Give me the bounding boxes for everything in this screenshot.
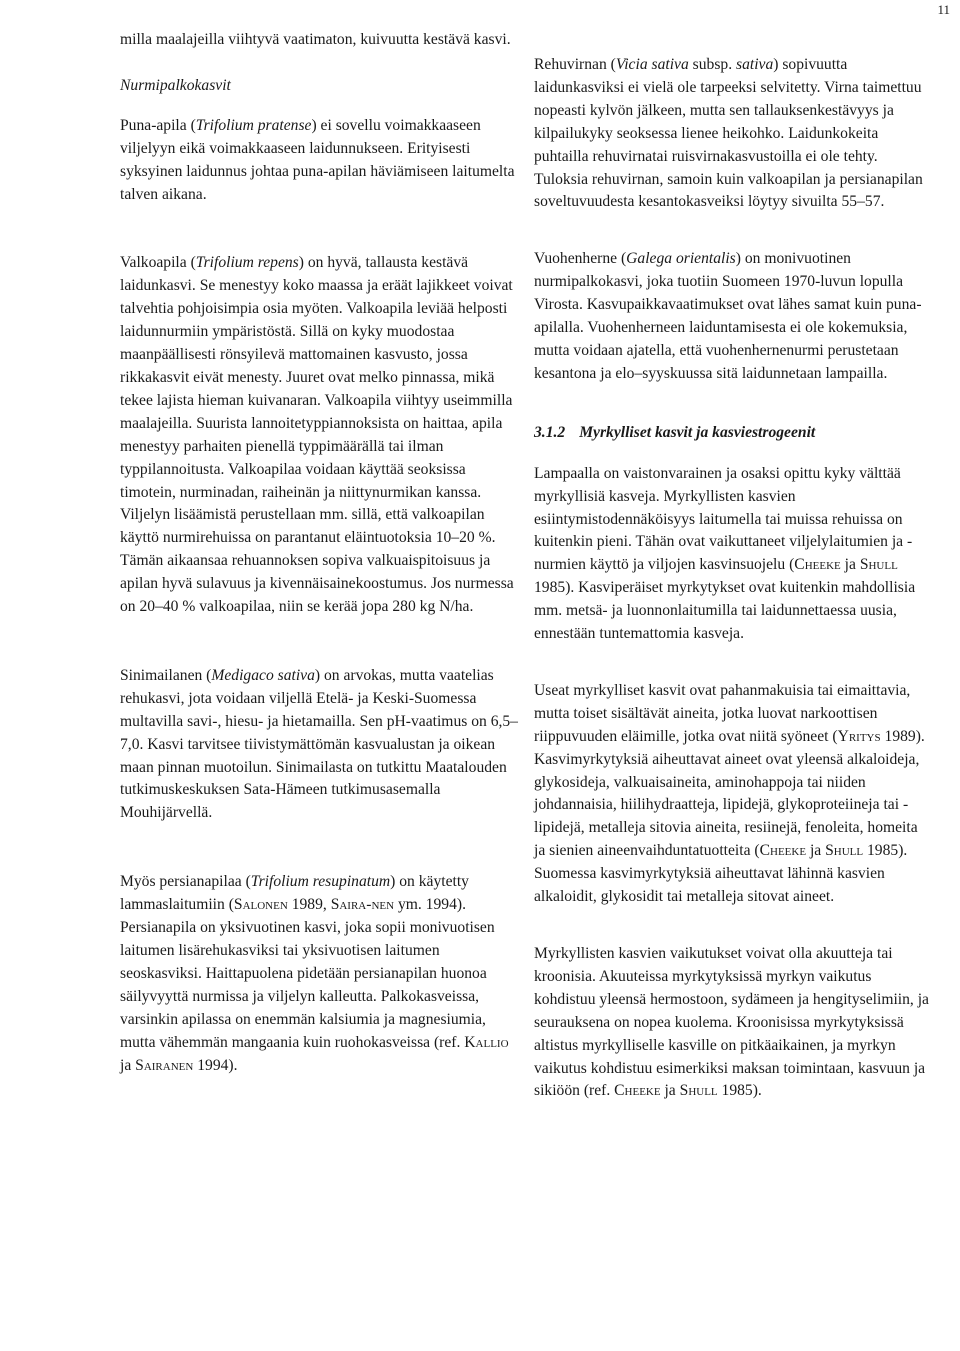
citation-author: Shull [825,842,864,860]
paragraph-kuivuutta: milla maalajeilla viihtyvä vaatimaton, kuivuutta kestävä kasvi. [120,31,511,48]
paragraph-vaikutukset: Myrkyllisten kasvien vaikutukset voivat olla akuutteja tai kroonisia. Akuuteissa myrkytyksissä myrkyn vaikutus kohdistuu yleensä hermostoon, sydämeen ja hengityselimiin, ja seurauksena on nopea kuolema. Kroonisissa myrkytyksissä altistus myrkylliselle kasville on pitkäaikainen, ja myrkyn vaikutus kohdistuu esimerkiksi maksan toimintaan, kasvuun ja sikiöön (ref. Cheeke ja Shull 1985). [534,945,929,1100]
citation-author: Cheeke [614,1082,661,1100]
paragraph-persianapila: Myös persianapilaa (Trifolium resupinatum) on käytetty lammaslaitumiin (Salonen 1989, Saira-nen ym. 1994). Persianapila on yksivuotinen kasvi, joka sopii monivuotisen laitumen lisärehukasviksi tai yksivuotisen laitumen seoskasviksi. Haittapuolena pidetään persianapilan huonoa säilyvyyttä nurmissa ja viljelyn kalleutta. Palkokasveissa, varsinkin apilassa on enemmän kalsiumia ja magnesiumia, mutta vähemmän mangaania kuin ruohokasveissa (ref. Kallio ja Sairanen 1994). [120,873,509,1074]
right-column [534,0,930,1103]
paragraph-sinimailanen: Sinimailanen (Medigaco sativa) on arvokas, mutta vaatelias rehukasvi, jota voidaan viljellä Etelä- ja Keski-Suomessa multavilla savi-, hiesu- ja hietamailla. Sen pH-vaatimus on 6,5–7,0. Kasvi tarvitsee tiivistymättömän kasvualustan ja oikean maan pinnan muotoilun. Sinimailasta on tutkittu Maatalouden tutkimuskeskuksen Sata-Hämeen tutkimusasemalla Mouhijärvellä. [120,666,518,822]
section-heading-myrkylliset [534,422,930,445]
latin-name: Galega orientalis [626,250,736,268]
citation-author: Salonen [233,896,288,914]
citation-author: Yritys [837,727,881,745]
paragraph-valkoapila: Valkoapila (Trifolium repens) on hyvä, tallausta kestävä laidunkasvi. Se menestyy koko maassa ja eräät lajikkeet voivat talvehtia pohjoisimpia osia myöten. Valkoapila leviää helposti laidunnurmiin ympäristöstä. Sillä on kyky muodostaa maanpäällisesti rönsyilevä mattomainen kasvusto, jossa rikkakasvit eivät menesty. Juuret ovat melko pinnassa, mikä tekee lajista hieman kuivanaran. Valkoapila viihtyy useimmilla maalajeilla. Suurista lannoitetyppiannoksista on haittaa, apila menestyy parhaiten pienellä typpimäärällä tai ilman typpilannoitusta. Valkoapilaa voidaan käyttää seoksissa timotein, nurminadan, raiheinän ja niittynurmikan kanssa. Viljelyn lisäämistä perustellaan mm. sillä, että valkoapilan käyttö nurmirehuissa on parantanut eläintuotoksia 10–20 %. Tämän aikaansaa rehuannoksen sopiva valkuaispitoisuus ja apilan hyvä sulavuus ja kivennäisainekoostumus. Jos nurmessa on 20–40 % valkoapilaa, niin se kerää jopa 280 kg N/ha. [120,254,514,616]
paragraph-rehuvirna: Rehuvirnan (Vicia sativa subsp. sativa) sopivuutta laidunkasviksi ei vielä ole tarpeeksi selvitetty. Virna taimettuu nopeasti kylvön jälkeen, mutta sen tallauksenkestävyys ja kilpailukyky seoksessa lienee heikohko. Laidunkokeita puhtailla rehuvirnatai ruisvirnakasvustoilla ei ole tehty. Tuloksia rehuvirnan, samoin kuin valkoapilan ja persianapilan soveltuvuudesta kesantokasveiksi löytyy sivuilta 55–57. [534,56,923,211]
latin-name: Vicia sativa [615,56,689,73]
citation-author: Kallio [464,1033,509,1051]
latin-name: Trifolium resupinatum [250,873,391,891]
paragraph-puna-apila: Puna-apila (Trifolium pratense) ei sovellu voimakkaaseen viljelyyn eikä voimakkaaseen laidunnukseen. Erityisesti syksyinen laidunnus johtaa puna-apilan häviämiseen laitumelta talven aikana. [120,116,515,203]
latin-name: sativa [736,56,774,73]
citation-author: Saira-nen [330,896,395,914]
citation-author: Cheeke [794,556,841,574]
latin-name: Medigaco sativa [211,666,315,684]
latin-name: Trifolium repens [195,254,299,272]
left-column [120,0,520,1077]
paragraph-lampaalla: Lampaalla on vaistonvarainen ja osaksi opittu kyky välttää myrkyllisiä kasveja. Myrkyllisten kasvien esiintymistodennäköisyys laitumella tai muissa rehuissa on kuitenkin pieni. Tähän ovat vaikuttaneet viljelylaitumien ja -nurmien käyttö ja viljojen kasvinsuojelu (Cheeke ja Shull 1985). Kasviperäiset myrkytykset ovat kuitenkin mahdollisia mm. metsä- ja luonnonlaitumilla tai laidunnettaessa uusia, ennestään tuntemattomia kasveja. [534,464,916,643]
section-heading-nurmipalkokasvit: Nurmipalkokasvit [120,76,231,94]
citation-author: Cheeke [759,842,807,860]
paragraph-vuohenherne: Vuohenherne (Galega orientalis) on monivuotinen nurmipalkokasvi, joka tuotiin Suomeen 1970-luvun lopulla Virosta. Kasvupaikkavaatimukset ovat lähes samat kuin puna-apilalla. Vuohenherneen laiduntamisesta ei ole kokemuksia, mutta voidaan ajatella, että vuohenhernenurmi perustetaan kesantona ja elo–syyskuussa sitä laidunnetaan lampailla. [534,250,922,382]
page-number: 11 [937,2,950,17]
citation-author: Shull [679,1082,718,1100]
section-title: Myrkylliset kasvit ja kasviestrogeenit [579,423,816,441]
citation-author: Shull [859,556,898,574]
citation-author: Sairanen [135,1056,194,1074]
paragraph-useat-myrkylliset: Useat myrkylliset kasvit ovat pahanmakuisia tai eimaittavia, mutta toiset sisältävät aineita, jotka luovat narkoottisen riippuvuuden eläimille, jotka ovat niitä syöneet (Yritys 1989). Kasvimyrkytyksiä aiheuttavat aineet ovat yleensä alkaloideja, glykosideja, valkuaisaineita, aminohappoja tai niiden johdannaisia, hiilihydraatteja, lipidejä, glykoproteiineja tai -lipidejä, metalleja sitovia aineita, resiinejä, fenoleita, homeita ja sienien aineenvaihduntatuotteita (Cheeke ja Shull 1985). Suomessa kasvimyrkytyksiä aiheuttavat lähinnä kasvien alkaloidit, glykosidit tai metalleja sitovat aineet. [534,681,925,906]
section-number: 3.1.2 [534,423,566,441]
latin-name: Trifolium pratense [195,116,312,134]
